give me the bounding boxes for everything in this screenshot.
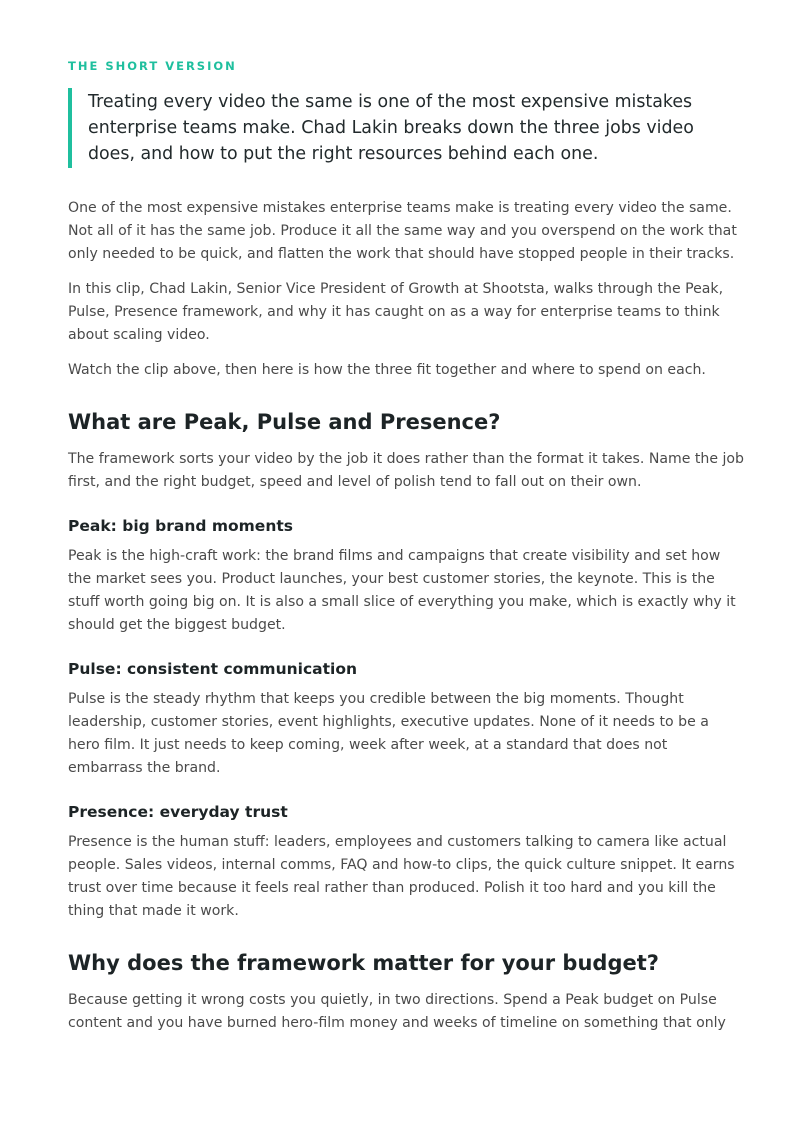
text-line: In this clip, Chad Lakin, Senior Vice President of Growth at Shootsta, walks through the Peak, — [68, 281, 724, 297]
subsection-heading-pulse: Pulse: consistent communication — [68, 660, 358, 678]
text-line: the market sees you. Product launches, your best customer stories, the keynote. This is the — [68, 571, 715, 587]
presence-paragraph — [68, 831, 740, 923]
text-line: Presence is the human stuff: leaders, employees and customers talking to camera like actual — [68, 834, 727, 850]
text-line: thing that made it work. — [68, 903, 239, 919]
pulse-paragraph — [68, 688, 740, 780]
text-line: Not all of it has the same job. Produce it all the same way and you overspend on the work that — [68, 223, 737, 239]
intro-paragraph — [68, 197, 740, 266]
text-line: first, and the right budget, speed and level of polish tend to fall out on their own. — [68, 474, 642, 490]
section-heading: Why does the framework matter for your budget? — [68, 951, 659, 975]
text-line: Peak is the high-craft work: the brand films and campaigns that create visibility and set how — [68, 548, 721, 564]
text-line: should get the biggest budget. — [68, 617, 286, 633]
section-paragraph — [68, 448, 744, 494]
text-line: stuff worth going big on. It is also a small slice of everything you make, which is exactly why it — [68, 594, 736, 610]
article-body — [68, 197, 744, 1047]
section-eyebrow: THE SHORT VERSION — [68, 59, 237, 73]
text-line: Watch the clip above, then here is how the three fit together and where to spend on each. — [68, 362, 706, 378]
subsection-heading-peak: Peak: big brand moments — [68, 517, 293, 535]
text-line: trust over time because it feels real rather than produced. Polish it too hard and you kill the — [68, 880, 716, 896]
summary-pullquote — [68, 88, 708, 168]
text-line: One of the most expensive mistakes enterprise teams make is treating every video the same. — [68, 200, 732, 216]
peak-paragraph — [68, 545, 740, 637]
summary-line: does, and how to put the right resources behind each one. — [88, 144, 599, 164]
text-line: Pulse, Presence framework, and why it has caught on as a way for enterprise teams to think — [68, 304, 720, 320]
section-heading: What are Peak, Pulse and Presence? — [68, 410, 501, 434]
intro-paragraph — [68, 278, 740, 347]
text-line: people. Sales videos, internal comms, FAQ and how-to clips, the quick culture snippet. It earns — [68, 857, 735, 873]
text-line: Pulse is the steady rhythm that keeps you credible between the big moments. Thought — [68, 691, 684, 707]
subsection-heading-presence: Presence: everyday trust — [68, 803, 288, 821]
text-line: The framework sorts your video by the job it does rather than the format it takes. Name the job — [68, 451, 744, 467]
section-paragraph — [68, 989, 740, 1035]
text-line: hero film. It just needs to keep coming, week after week, at a standard that does not — [68, 737, 668, 753]
text-line: about scaling video. — [68, 327, 210, 343]
text-line: leadership, customer stories, event highlights, executive updates. None of it needs to be a — [68, 714, 709, 730]
text-line: Because getting it wrong costs you quietly, in two directions. Spend a Peak budget on Pulse — [68, 992, 717, 1008]
summary-text — [88, 89, 708, 167]
text-line: embarrass the brand. — [68, 760, 221, 776]
text-line: content and you have burned hero-film money and weeks of timeline on something that only — [68, 1015, 726, 1031]
intro-paragraph — [68, 359, 740, 382]
summary-line: Treating every video the same is one of the most expensive mistakes — [88, 92, 693, 112]
summary-line: enterprise teams make. Chad Lakin breaks down the three jobs video — [88, 118, 694, 138]
text-line: only needed to be quick, and flatten the work that should have stopped people in their tracks. — [68, 246, 735, 262]
